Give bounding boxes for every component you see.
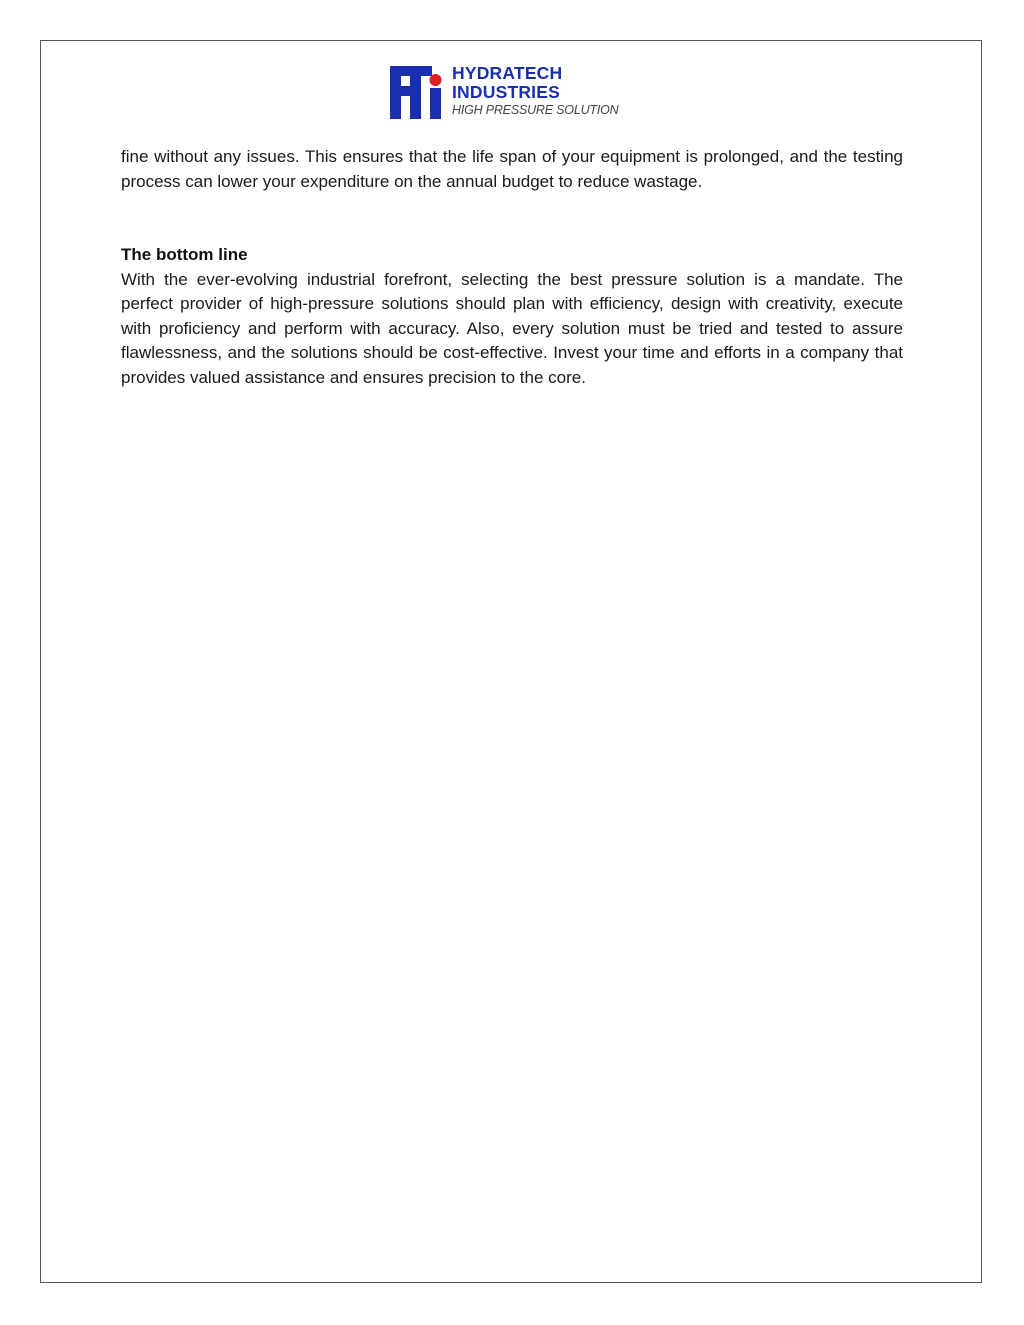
intro-paragraph: fine without any issues. This ensures that the life span of your equipment is prolonged, and the testing process can lower your expenditure on the annual budget to reduce wastage. bbox=[121, 147, 903, 191]
logo-company-name-line1: HYDRATECH bbox=[452, 63, 563, 83]
hti-logo-mark-icon bbox=[390, 64, 444, 120]
logo-company-name-line2: INDUSTRIES bbox=[452, 82, 560, 102]
section-heading: The bottom line bbox=[121, 245, 248, 264]
section-paragraph: With the ever-evolving industrial forefront, selecting the best pressure solution is a mandate. The perfect provider of high-pressure solutions should plan with efficiency, design with creativity, execute with proficiency and perform with accuracy. Also, every solution must be tried and tested to assure flawlessness, and the solutions should be cost-effective. Invest your time and efforts in a company that provides valued assistance and ensures precision to the core. bbox=[121, 269, 903, 387]
logo-tagline: HIGH PRESSURE SOLUTION bbox=[452, 103, 619, 117]
logo-text-block bbox=[452, 64, 642, 118]
document-body bbox=[121, 145, 903, 390]
company-logo bbox=[390, 64, 640, 122]
